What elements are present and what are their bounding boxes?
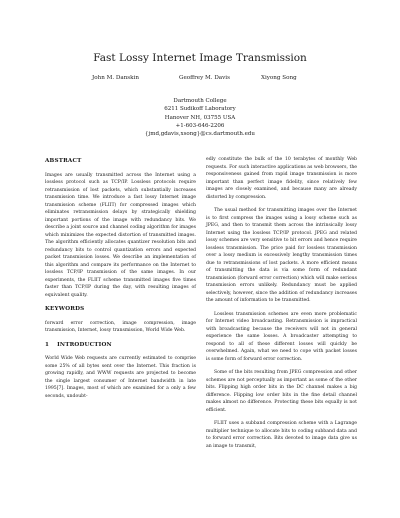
contact-email: {jmd,gdavis,xsong}@cs.dartmouth.edu (145, 131, 255, 138)
body-paragraph: FLIIT uses a subband compression scheme with a Lagrange multiplier technique to allocate bits to coding subband data and to forward error correction. Bits devoted to image data give us an image to transmit, (206, 421, 357, 449)
section-title: INTRODUCTION (57, 341, 112, 348)
affiliation-line: +1-603-646-2206 (175, 122, 225, 129)
body-paragraph: Lossless transmission schemes are even more problematic for Internet video broadcasting. Retransmission is impractical with broadcasting because the receivers will not in general experience the same losses. A broadcaster attempting to respond to all of these different losses will quickly be overwhelmed. Again, what we need to cope with packet losses is some form of forward error correction. (206, 311, 357, 362)
affiliation-line: Hanover NH, 03755 USA (164, 114, 236, 121)
author-name: Geoffrey M. Davis (179, 75, 230, 81)
section-heading (45, 342, 196, 350)
author-name: John M. Danskin (92, 75, 139, 81)
left-column (45, 158, 196, 400)
body-paragraph: Some of the bits resulting from JPEG compression and other schemes are not perceptually as important as some of the other bits. Flipping high order bits in the DC channel makes a big difference. Flipping low order bits in the fine detail channel makes almost no difference. Protecting these bits equally is not efficient. (206, 370, 357, 413)
abstract-text: Images are usually transmitted across the Internet using a lossless protocol such as TCP/IP. Lossless protocols require retransmission of lost packets, which substantially increases transmission time. We introduce a fast lossy Internet image transmission scheme (FLIIT) for compressed images which eliminates retransmission delays by strategically shielding important portions of the image with redundancy bits. We describe a joint source and channel coding algorithm for images which minimizes the expected distortion of transmitted images. The algorithm efficiently allocates quantizer resolution bits and redundancy bits to control quantization errors and expected packet transmission losses. We describe an implementation of this algorithm and compare its performance on the Internet to lossless TCP/IP transmission of the same images. In our experiments, the FLIIT scheme transmitted images five times faster than TCP/IP during the day, with resulting images of equivalent quality. (45, 172, 196, 298)
author-list (0, 75, 400, 85)
keywords-text: forward error correction, image compression, image transmission, Internet, lossy transmission, World Wide Web. (45, 320, 196, 333)
paper-title: Fast Lossy Internet Image Transmission (93, 52, 307, 64)
affiliation-line: 6211 Sudikoff Laboratory (164, 106, 236, 113)
affiliation-line: Dartmouth College (173, 98, 227, 104)
abstract-heading: ABSTRACT (45, 158, 82, 164)
keywords-heading: KEYWORDS (45, 306, 85, 312)
intro-paragraph: World Wide Web requests are currently estimated to comprise some 25% of all bytes sent over the Internet. This fraction is growing rapidly, and WWW requests are projected to become the single largest consumer of Internet bandwidth in late 1995[7]. Images, most of which are examined for a only a few seconds, undoubt- (45, 356, 196, 399)
author-name: Xiyong Song (261, 75, 297, 81)
affiliation-block (0, 97, 400, 138)
section-number: 1 (45, 341, 50, 348)
right-column (206, 156, 357, 450)
body-paragraph: The usual method for transmitting images over the Internet is to first compress the images using a lossy scheme such as JPEG, and then to transmit them across the intrinsically lossy Internet using the lossless TCP/IP protocol. JPEG and related lossy schemes are very sensitive to bit errors and hence require lossless transmission. The price paid for lossless transmission over a lossy medium is excessively lengthy transmission times due to retransmissions of lost packets. A more efficient means of transmitting the data is via some form of redundant transmission (forward error correction) which will make serious transmission errors unlikely. Redundancy must be applied selectively, however, since the addition of redundancy increases the amount of information to be transmitted. (206, 208, 357, 303)
body-paragraph: edly constitute the bulk of the 10 terabytes of monthly Web requests. For such interactive applications as web browsers, the responsiveness gained from rapid image transmission is more important than perfect image fidelity, since relatively few images are closely examined, and because many are already distorted by compression. (206, 157, 357, 200)
